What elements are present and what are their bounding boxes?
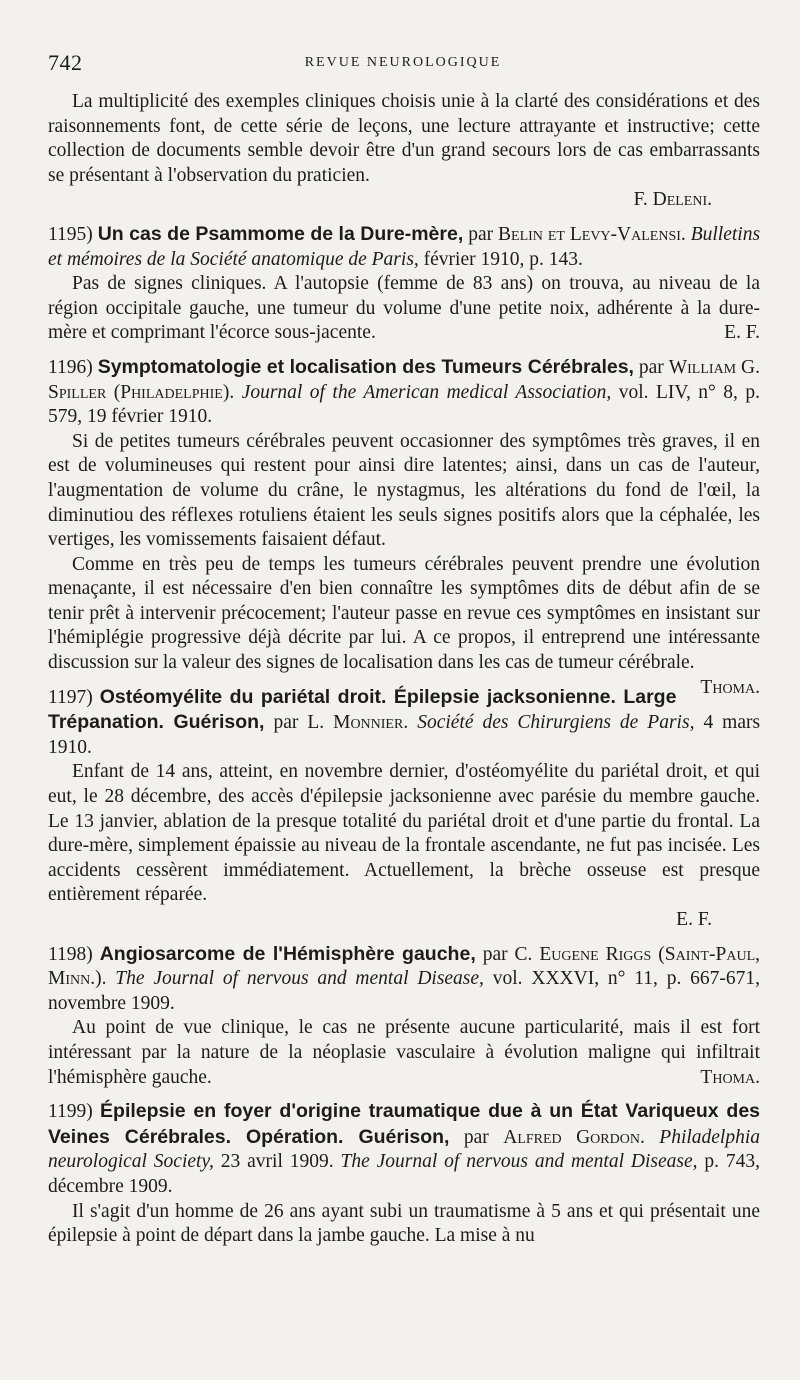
entry-citation: vol. LIV, n° 8, p. 579, 19 février 1910. (48, 381, 760, 428)
intro-paragraph: La multiplicité des exemples cliniques choisis unie à la clarté des considérations et des raisonnements font, de cette série de leçons, une lecture attrayante et instructive; cette collection de documents semble devoir être d'un grand secours lors de cas embarrassants se présentant à l'observation du praticien. (48, 91, 760, 186)
entry-par: par (638, 356, 664, 378)
entry-heading (48, 1099, 760, 1199)
running-title: REVUE NEUROLOGIQUE (304, 55, 502, 70)
entry-signature: E. F. (676, 909, 712, 930)
entry-title: Angiosarcome de l'Hémisphère gauche, (99, 942, 476, 965)
entry-heading (48, 942, 760, 1017)
entry-paragraph: Comme en très peu de temps les tumeurs cérébrales peuvent prendre une évolution menaçante, il est nécessaire d'en bien connaître les symptômes dits de début afin de se tenir prêt à intervenir précocement; l'auteur passe en revue ces symptômes en insistant sur l'hémiplégie progressive déjà décrite par lui. A ce propos, il entreprend une intéressante discussion sur la valeur des signes de localisation dans les cas de tumeur cérébrale. Thoma. (48, 553, 760, 676)
entry-authors: Belin et Levy-Valensi. (498, 223, 686, 245)
page-header (48, 50, 758, 78)
entry-par: par (273, 712, 299, 734)
entry-signature: E. F. (724, 322, 760, 344)
entry-journal: Bulletins et mémoires de la Société anatomique de Paris, (48, 223, 761, 270)
entry-par: par (482, 943, 508, 965)
page-number: 742 (48, 50, 83, 75)
entry-signature: Thoma. (700, 1066, 760, 1088)
entry-title: Ostéomyélite du pariétal droit. Épilepsie jacksonienne. Large Trépanation. Guérison, (48, 685, 677, 734)
entry-journal: Société des Chirurgiens de Paris, (417, 712, 695, 734)
entry-citation: vol. XXXVI, n° 11, p. 667-671, novembre 1909. (48, 968, 761, 1014)
entry-par: par (468, 223, 494, 245)
entry-authors: William G. Spiller (Philadelphie). (48, 356, 761, 403)
entry-citation-2: p. 743, décembre 1909. (48, 1151, 761, 1197)
entry-heading (48, 222, 760, 272)
entry-title: Épilepsie en foyer d'origine traumatique due à un État Variqueux des Veines Cérébrales. Opération. Guérison, (48, 1100, 761, 1148)
abstract-entry-1199 (48, 1099, 760, 1249)
entry-citation: février 1910, p. 143. (423, 248, 583, 270)
entry-title: Symptomatologie et localisation des Tumeurs Cérébrales, (97, 355, 634, 378)
entry-journal: Philadelphia neurological Society, (48, 1126, 761, 1173)
entry-heading (48, 355, 760, 430)
entry-paragraph: Au point de vue clinique, le cas ne présente aucune particularité, mais il est fort intéressant par la nature de la néoplasie vasculaire à évolution maligne qui infiltrait l'hémisphère gauche. Thoma. (48, 1016, 760, 1090)
entry-citation: 4 mars 1910. (48, 712, 761, 758)
abstract-entry-1195 (48, 222, 760, 346)
entry-title: Un cas de Psammome de la Dure-mère, (97, 222, 464, 245)
entry-authors: C. Eugene Riggs (Saint-Paul, Minn.). (48, 943, 761, 990)
entry-signature: Thoma. (700, 676, 760, 698)
entry-journal-2: The Journal of nervous and mental Disease, (340, 1151, 698, 1173)
entry-number: 1195) (48, 223, 93, 245)
entry-authors: Alfred Gordon. (503, 1126, 645, 1148)
entry-journal: The Journal of nervous and mental Disease, (115, 968, 484, 990)
entry-number: 1196) (48, 356, 93, 378)
entry-paragraph: Enfant de 14 ans, atteint, en novembre dernier, d'ostéomyélite du pariétal droit, et qui eut, le 28 décembre, des accès d'épilepsie jacksonienne avec parésie du membre gauche. Le 13 janvier, ablation de la presque totalité du pariétal droit et d'une partie du frontal. La dure-mère, simplement épaissie au niveau de la frontale ascendante, ne fut pas incisée. Les accidents cessèrent immédiatement. Actuellement, la brèche osseuse est presque entièrement réparée. (48, 761, 760, 906)
entry-paragraph: Si de petites tumeurs cérébrales peuvent occasionner des symptômes très graves, il en est de volumineuses qui restent pour ainsi dire latentes; ainsi, dans un cas de l'auteur, l'augmentation de volume du crâne, le nystagmus, les altérations du fond de l'œil, la diminutiou des réflexes rotuliens étaient les seuls signes positifs alors que la céphalée, les vertiges, les vomissements faisaient défaut. (48, 430, 760, 551)
entry-par: par (463, 1126, 489, 1148)
entry-number: 1197) (48, 686, 93, 708)
entry-number: 1199) (48, 1101, 93, 1123)
entry-paragraph: Pas de signes cliniques. A l'autopsie (femme de 83 ans) on trouva, au niveau de la région occipitale gauche, une tumeur du volume d'une petite noix, adhérente à la dure-mère et comprimant l'écorce sous-jacente. E. F. (48, 272, 760, 346)
abstract-entry-1197 (48, 685, 760, 933)
page-body (48, 90, 760, 1249)
entry-number: 1198) (48, 943, 93, 965)
entry-paragraph: Il s'agit d'un homme de 26 ans ayant subi un traumatisme à 5 ans et qui présentait une épilepsie à point de départ dans la jambe gauche. La mise à nu (48, 1200, 760, 1247)
entry-heading (48, 685, 760, 761)
entry-authors: L. Monnier. (307, 712, 409, 734)
intro-signature: F. Deleni. (633, 189, 712, 211)
entry-journal: Journal of the American medical Association, (241, 381, 612, 403)
entry-citation: 23 avril 1909. (220, 1151, 334, 1173)
abstract-entry-1198 (48, 942, 760, 1091)
